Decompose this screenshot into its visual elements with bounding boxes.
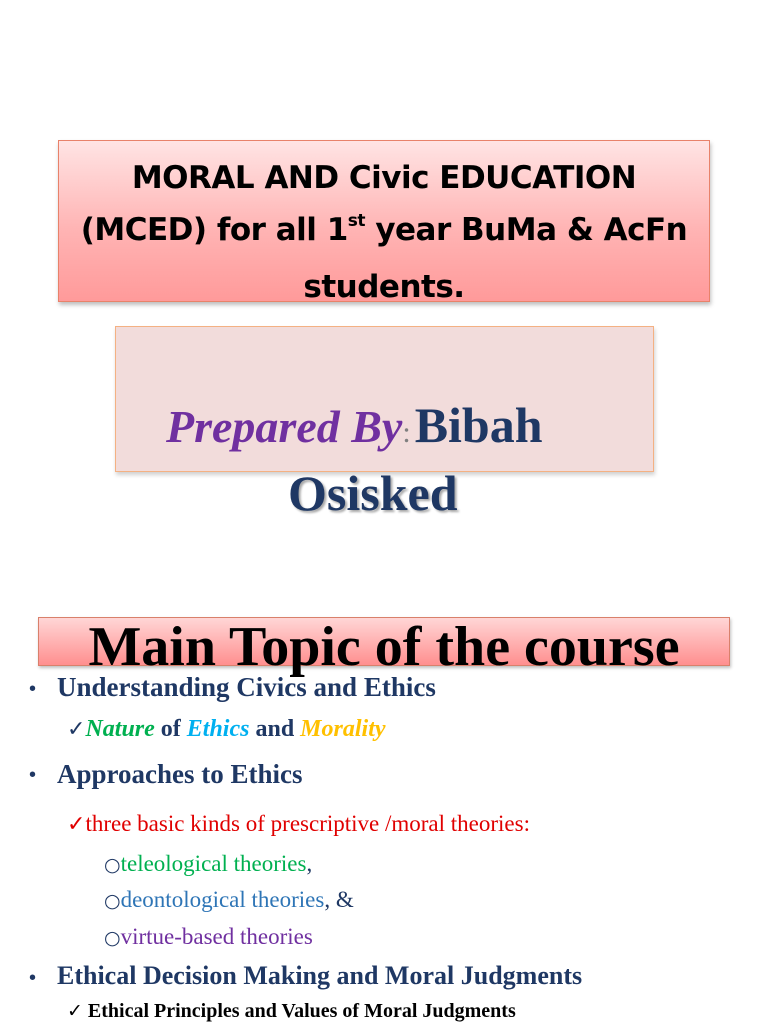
theory-name: virtue-based theories [120, 924, 313, 949]
check-icon: ✓ [67, 812, 86, 837]
theory-suffix: , & [324, 887, 354, 912]
theory-suffix: , [306, 851, 313, 876]
principles-text: Ethical Principles and Values of Moral Judgments [87, 1000, 516, 1022]
check-icon: ✓ [67, 1000, 83, 1022]
title-line-2-end: year BuMa & AcFn [365, 212, 688, 248]
theories-intro: three basic kinds of prescriptive /moral theories: [85, 811, 530, 836]
circle-bullet-icon: ○ [104, 927, 121, 949]
theory-item-3 [104, 924, 313, 950]
outline-subitem-2 [67, 811, 530, 837]
title-line-2 [58, 204, 710, 261]
title-superscript: st [347, 211, 366, 231]
theory-item-2 [104, 887, 354, 913]
prepared-by-colon: : [402, 416, 411, 449]
word-morality: Morality [300, 716, 386, 742]
title-line-1: MORAL AND Civic EDUCATION [131, 160, 637, 196]
check-icon: ✓ [67, 717, 86, 742]
word-ethics: Ethics [186, 716, 250, 742]
circle-bullet-icon: ○ [104, 854, 121, 876]
title-line-3: students. [303, 269, 465, 305]
outline-item-2: Approaches to Ethics [57, 759, 303, 789]
theory-name: deontological theories [120, 887, 325, 912]
theory-item-1 [104, 851, 312, 877]
outline-item-3: Ethical Decision Making and Moral Judgments [57, 961, 583, 990]
outline-subitem-1 [67, 716, 386, 743]
author-last-name: Osisked [288, 465, 458, 521]
prepared-by-line [166, 396, 543, 454]
outline-subitem-3 [67, 1000, 516, 1023]
bullet-icon: • [29, 678, 37, 700]
title-line-2-start: (MCED) for all 1 [80, 212, 348, 248]
outline-item-1: Understanding Civics and Ethics [57, 672, 436, 702]
bullet-icon: • [29, 967, 37, 989]
course-title [58, 152, 710, 313]
word-of: of [154, 716, 187, 742]
bullet-icon: • [29, 764, 37, 786]
circle-bullet-icon: ○ [104, 890, 121, 912]
word-nature: Nature [85, 716, 155, 742]
word-and: and [249, 716, 301, 742]
theory-name: teleological theories [120, 851, 307, 876]
prepared-by-label: Prepared By [166, 401, 403, 452]
author-first-name: Bibah [414, 397, 543, 453]
topic-title: Main Topic of the course [88, 616, 680, 678]
